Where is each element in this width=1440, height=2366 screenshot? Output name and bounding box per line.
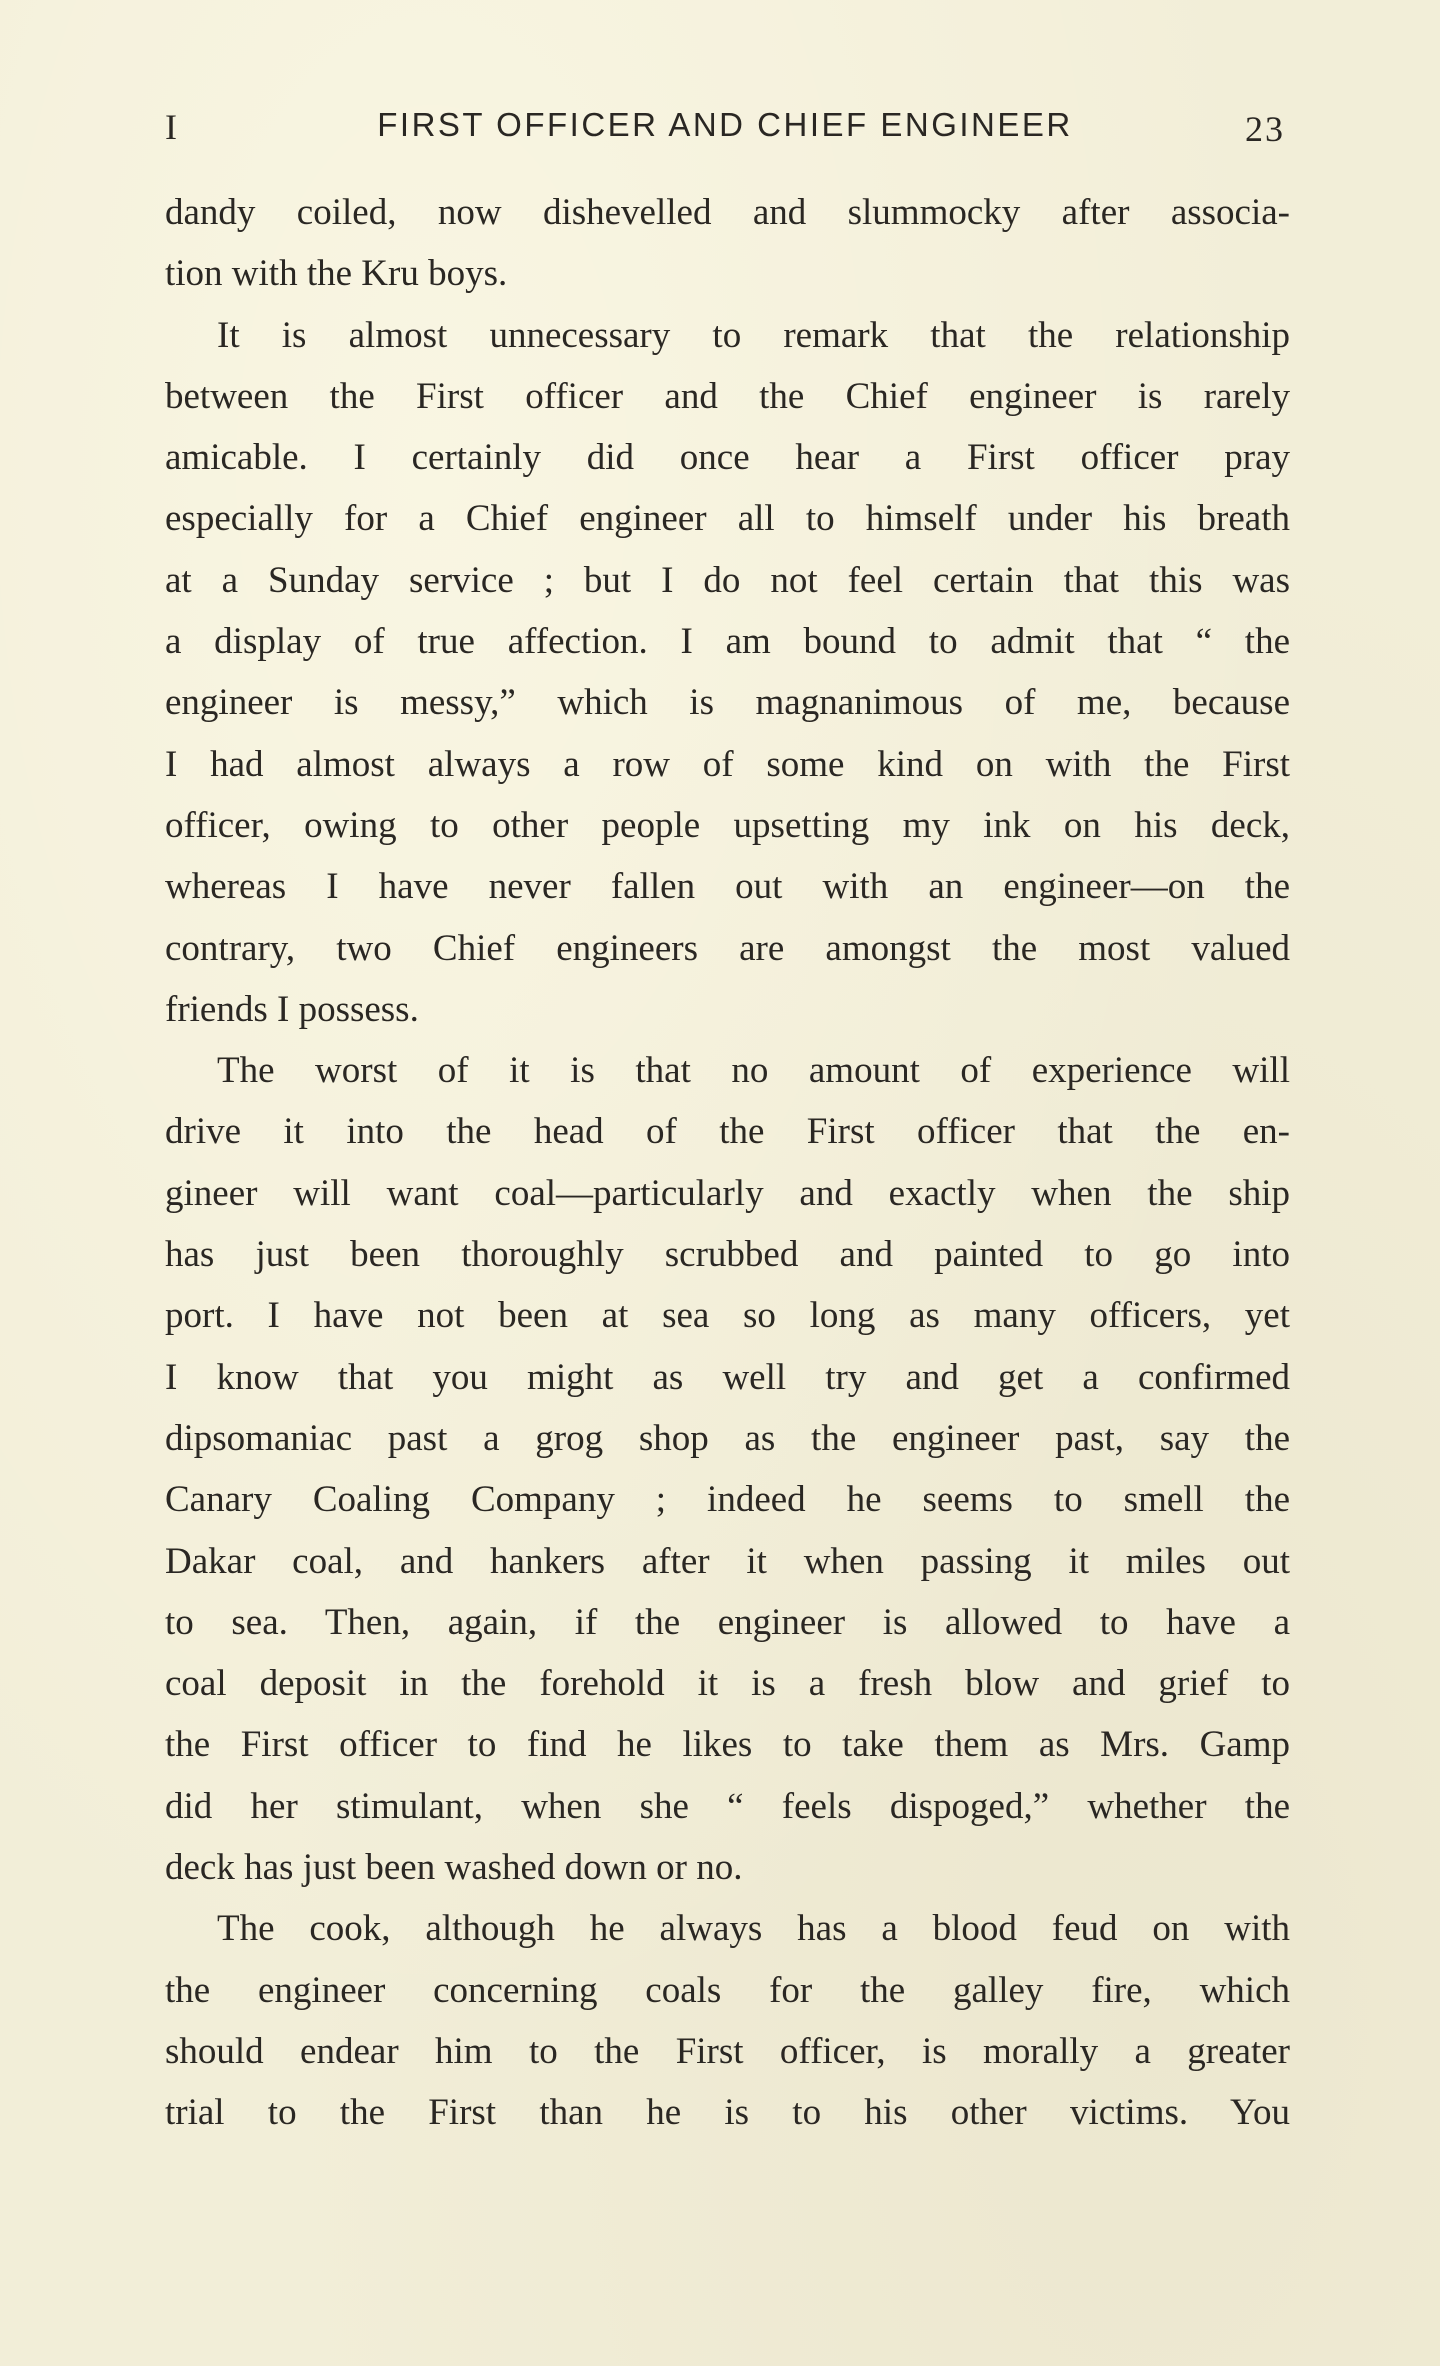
text-line: dipsomaniac past a grog shop as the engineer past, say the	[165, 1417, 1290, 1459]
text-line: whereas I have never fallen out with an engineer—on the	[165, 866, 1290, 908]
text-line: I know that you might as well try and get a confirmed	[165, 1356, 1290, 1398]
chapter-number: I	[165, 107, 179, 147]
text-line: at a Sunday service ; but I do not feel certain that this was	[165, 559, 1290, 601]
running-header	[165, 100, 1285, 160]
text-line: port. I have not been at sea so long as many officers, yet	[165, 1295, 1290, 1337]
text-line: trial to the First than he is to his other victims. You	[165, 2092, 1290, 2134]
text-line: It is almost unnecessary to remark that the relationship	[217, 314, 1290, 356]
text-line: the engineer concerning coals for the galley fire, which	[165, 1969, 1290, 2011]
text-line: drive it into the head of the First officer that the en-	[165, 1111, 1290, 1153]
text-line: contrary, two Chief engineers are amongst the most valued	[165, 927, 1290, 969]
text-line: engineer is messy,” which is magnanimous of me, because	[165, 682, 1290, 724]
text-line: Canary Coaling Company ; indeed he seems to smell the	[165, 1479, 1290, 1521]
text-line: a display of true affection. I am bound to admit that “ the	[165, 621, 1290, 663]
text-line: tion with the Kru boys.	[165, 253, 508, 295]
text-line: The worst of it is that no amount of experience will	[217, 1050, 1290, 1092]
text-line: Dakar coal, and hankers after it when passing it miles out	[165, 1540, 1290, 1582]
text-line: between the First officer and the Chief engineer is rarely	[165, 375, 1290, 417]
text-line: has just been thoroughly scrubbed and painted to go into	[165, 1234, 1290, 1276]
body-text	[165, 182, 1290, 2144]
text-line: friends I possess.	[165, 988, 419, 1030]
text-line: did her stimulant, when she “ feels dispoged,” whether the	[165, 1785, 1290, 1827]
text-line: dandy coiled, now dishevelled and slummocky after associa-	[165, 192, 1290, 233]
text-line: should endear him to the First officer, is morally a greater	[165, 2030, 1290, 2072]
text-line: I had almost always a row of some kind on with the First	[165, 743, 1290, 785]
text-line: the First officer to find he likes to take them as Mrs. Gamp	[165, 1724, 1290, 1766]
text-line: amicable. I certainly did once hear a First officer pray	[165, 437, 1290, 479]
text-line: coal deposit in the forehold it is a fresh blow and grief to	[165, 1663, 1290, 1705]
text-line: officer, owing to other people upsetting my ink on his deck,	[165, 804, 1290, 846]
running-title: FIRST OFFICER AND CHIEF ENGINEER	[377, 106, 1073, 143]
text-line: gineer will want coal—particularly and exactly when the ship	[165, 1172, 1290, 1214]
text-line: especially for a Chief engineer all to himself under his breath	[165, 498, 1290, 540]
text-line: to sea. Then, again, if the engineer is allowed to have a	[165, 1601, 1290, 1643]
page-number: 23	[1245, 109, 1285, 149]
text-line: deck has just been washed down or no.	[165, 1847, 743, 1889]
text-line: The cook, although he always has a blood feud on with	[217, 1908, 1290, 1950]
